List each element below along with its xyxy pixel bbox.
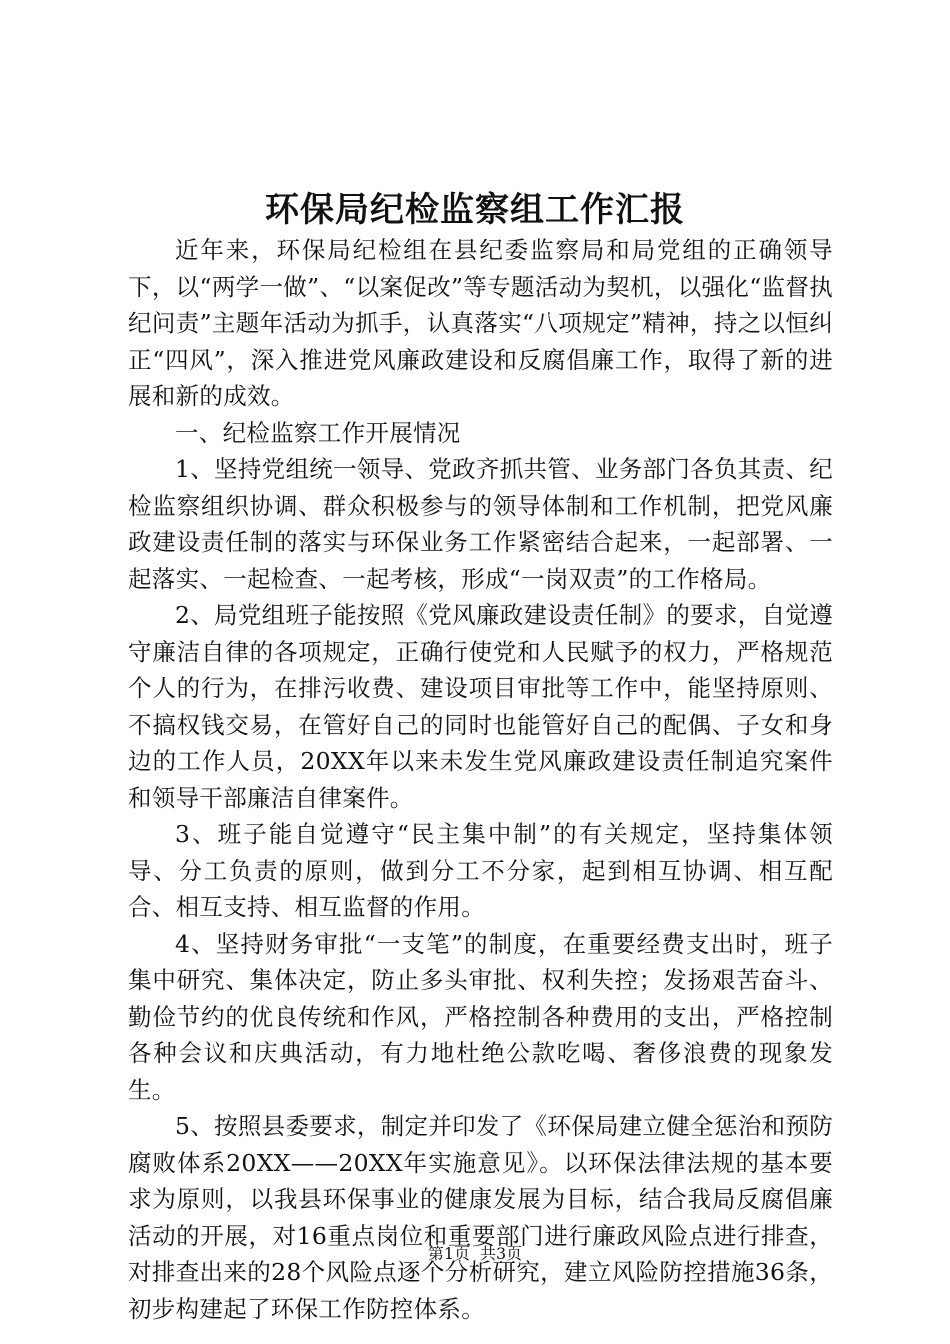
document-title: 环保局纪检监察组工作汇报 <box>265 190 685 230</box>
body-paragraph: 5、按照县委要求，制定并印发了《环保局建立健全惩治和预防腐败体系20XX——20XX年实施意见》。以环保法律法规的基本要求为原则，以我县环保事业的健康发展为目标，结合我局反腐倡廉活动的开展，对16重点岗位和重要部门进行廉政风险点进行排查，对排查出来的28个风险点逐个分析研究，建立风险防控措施36条，初步构建起了环保工作防控体系。 <box>128 1112 833 1323</box>
page-total: 共3页 <box>480 1244 523 1263</box>
body-paragraph: 4、坚持财务审批“一支笔”的制度，在重要经费支出时，班子集中研究、集体决定，防止多头审批、权利失控；发扬艰苦奋斗、勤俭节约的优良传统和作风，严格控制各种费用的支出，严格控制各种会议和庆典活动，有力地杜绝公款吃喝、奢侈浪费的现象发生。 <box>128 929 833 1104</box>
page-footer <box>0 1243 950 1265</box>
body-paragraph: 2、局党组班子能按照《党风廉政建设责任制》的要求，自觉遵守廉洁自律的各项规定，正确行使党和人民赋予的权力，严格规范个人的行为，在排污收费、建设项目审批等工作中，能坚持原则、不搞权钱交易，在管好自己的同时也能管好自己的配偶、子女和身边的工作人员，20XX年以来未发生党风廉政建设责任制追究案件和领导干部廉洁自律案件。 <box>128 601 833 812</box>
body-paragraph: 3、班子能自觉遵守“民主集中制”的有关规定，坚持集体领导、分工负责的原则，做到分工不分家，起到相互协调、相互配合、相互支持、相互监督的作用。 <box>128 820 833 921</box>
document-body <box>128 232 833 1327</box>
section-heading: 一、纪检监察工作开展情况 <box>175 418 461 447</box>
page-number: 第1页 <box>427 1244 470 1263</box>
body-paragraph: 1、坚持党组统一领导、党政齐抓共管、业务部门各负其责、纪检监察组织协调、群众积极参与的领导体制和工作机制，把党风廉政建设责任制的落实与环保业务工作紧密结合起来，一起部署、一起落实、一起检查、一起考核，形成“一岗双责”的工作格局。 <box>128 455 833 593</box>
intro-paragraph: 近年来，环保局纪检组在县纪委监察局和局党组的正确领导下，以“两学一做”、“以案促改”等专题活动为契机，以强化“监督执纪问责”主题年活动为抓手，认真落实“八项规定”精神，持之以恒纠正“四风”，深入推进党风廉政建设和反腐倡廉工作，取得了新的进展和新的成效。 <box>128 236 833 410</box>
